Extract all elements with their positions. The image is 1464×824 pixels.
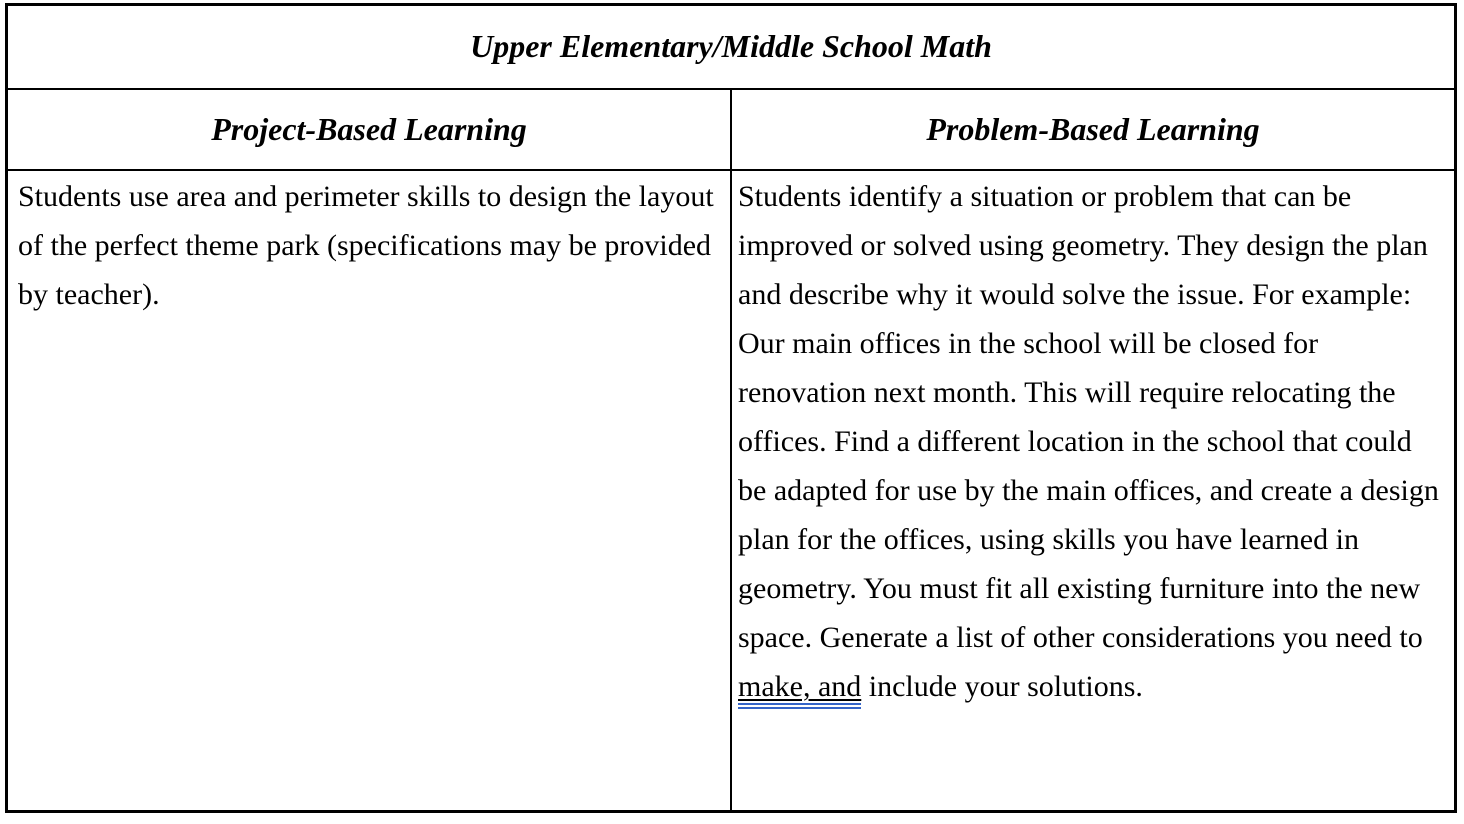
learning-comparison-table bbox=[5, 3, 1457, 813]
table-title: Upper Elementary/Middle School Math bbox=[7, 5, 1456, 90]
title-row bbox=[7, 5, 1456, 90]
content-row bbox=[7, 170, 1456, 812]
problem-based-description-after: include your solutions. bbox=[861, 670, 1143, 703]
project-based-cell bbox=[7, 170, 732, 812]
column-header-project-based: Project-Based Learning bbox=[7, 89, 732, 170]
header-row bbox=[7, 89, 1456, 170]
problem-based-description-before: Students identify a situation or problem that can be improved or solved using geometry. They design the plan and describe why it would solve the issue. For example: Our main offices in the school will be closed for renovation next month. This will require relocating the offices. Find a different location in the school that could be adapted for use by the main offices, and create a design plan for the offices, using skills you have learned in geometry. You must fit all existing furniture into the new space. Generate a list of other considerations you need to bbox=[738, 180, 1439, 654]
problem-based-cell bbox=[731, 170, 1456, 812]
column-header-problem-based: Problem-Based Learning bbox=[731, 89, 1456, 170]
project-based-description: Students use area and perimeter skills to design the layout of the perfect theme park (specifications may be provided by teacher). bbox=[18, 180, 714, 311]
grammar-flagged-text: make, and bbox=[738, 670, 861, 709]
